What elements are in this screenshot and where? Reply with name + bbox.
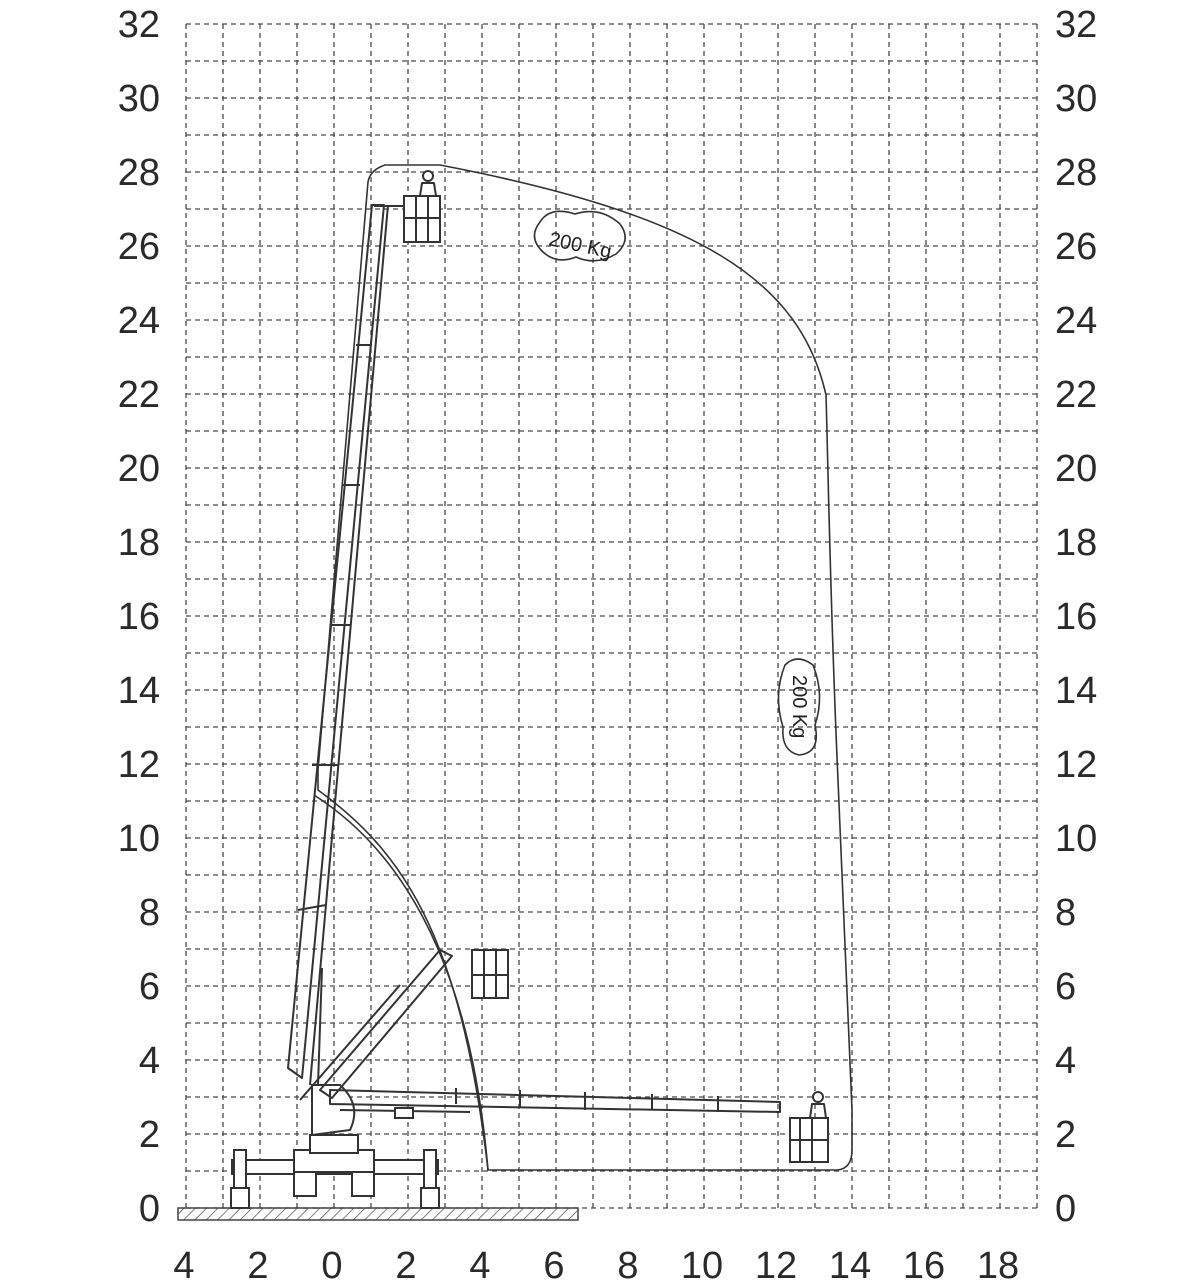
x-axis [173,1245,1019,1286]
y-tick-right: 30 [1055,78,1098,120]
y-tick-left: 18 [117,522,160,564]
y-tick-right: 12 [1055,744,1098,786]
y-tick-right: 4 [1055,1040,1077,1082]
y-tick-right: 8 [1055,892,1077,934]
load-label-top [534,211,625,263]
x-tick: 6 [543,1245,565,1286]
load-label-side-text: 200 Kg [788,675,810,739]
y-tick-left: 4 [138,1040,160,1082]
y-tick-right: 10 [1055,818,1098,860]
x-tick: 16 [902,1245,946,1286]
y-tick-right: 20 [1055,448,1098,490]
y-tick-left: 8 [138,892,160,934]
y-tick-right: 28 [1055,152,1098,194]
x-tick: 2 [247,1245,269,1286]
y-tick-right: 2 [1055,1114,1077,1156]
y-tick-right: 32 [1055,4,1098,46]
boom-vertical [288,171,440,1085]
y-tick-left: 6 [138,966,160,1008]
y-tick-right: 0 [1055,1188,1077,1230]
y-tick-left: 26 [117,226,160,268]
y-tick-left: 16 [117,596,160,638]
y-tick-left: 0 [138,1188,160,1230]
y-tick-left: 30 [117,78,160,120]
y-tick-left: 24 [117,300,160,342]
y-tick-left: 2 [138,1114,160,1156]
x-tick: 10 [680,1245,724,1286]
y-tick-left: 22 [117,374,160,416]
y-tick-left: 12 [117,744,160,786]
x-tick: 8 [617,1245,639,1286]
y-tick-left: 32 [117,4,160,46]
y-tick-right: 24 [1055,300,1098,342]
x-tick: 12 [754,1245,798,1286]
x-tick: 0 [321,1245,343,1286]
x-tick: 2 [395,1245,417,1286]
y-tick-right: 16 [1055,596,1098,638]
x-tick: 18 [976,1245,1020,1286]
x-tick: 4 [469,1245,491,1286]
y-tick-right: 22 [1055,374,1098,416]
load-label-top-text: 200 Kg [546,228,614,264]
y-tick-right: 18 [1055,522,1098,564]
y-tick-left: 28 [117,152,160,194]
grid [186,24,1037,1208]
x-tick: 4 [173,1245,195,1286]
y-tick-left: 10 [117,818,160,860]
load-label-side [778,659,819,755]
boom-horizontal [330,1088,828,1162]
y-tick-right: 6 [1055,966,1077,1008]
ground [178,1208,578,1220]
y-axis-right [1055,4,1097,1230]
y-tick-left: 14 [117,670,160,712]
y-tick-left: 20 [117,448,160,490]
x-tick: 14 [828,1245,872,1286]
y-tick-right: 26 [1055,226,1098,268]
y-tick-right: 14 [1055,670,1098,712]
boom-mid [300,950,508,1100]
y-axis-left [118,4,160,1230]
